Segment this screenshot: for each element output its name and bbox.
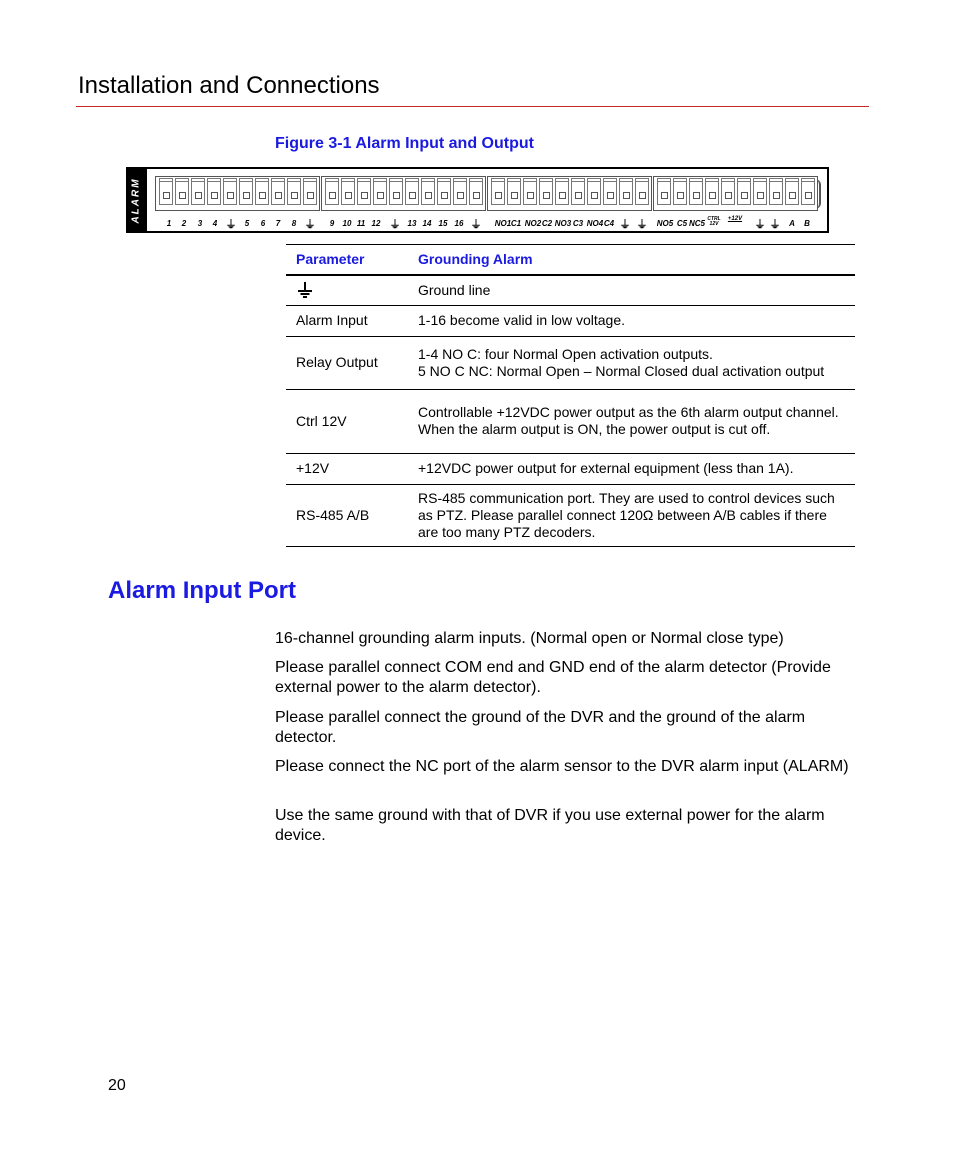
screw-hole [773,192,780,199]
body-paragraph: Please parallel connect COM end and GND end of the alarm detector (Provide external power to the alarm detector). [275,659,831,696]
pin-label: 4 [212,219,218,228]
pin-label: 9 [329,219,335,228]
terminal-block [155,176,320,211]
terminal-pin [239,181,253,205]
terminal-pin [555,181,569,205]
terminal-pin [421,181,435,205]
ground-icon: ⏚ [389,219,401,231]
pin-label: 1 [166,219,172,228]
terminal-pin [373,181,387,205]
pin-label: C2 [541,219,553,228]
terminal-pin [539,181,553,205]
desc-line: 5 NO C NC: Normal Open – Normal Closed dual activation output [418,362,825,379]
screw-hole [559,192,566,199]
table-row [286,336,855,389]
terminal-pin [721,181,735,205]
terminal-pin [469,181,483,205]
terminal-pin [437,181,451,205]
body-paragraph: Please connect the NC port of the alarm sensor to the DVR alarm input (ALARM) [275,758,849,775]
ground-icon: ⏚ [636,219,648,231]
terminal-pin [207,181,221,205]
terminal-pin [587,181,601,205]
screw-hole [457,192,464,199]
pin-label: NO4 [586,219,604,228]
terminal-pin [673,181,687,205]
param-cell [286,275,408,305]
terminal-pin [785,181,799,205]
pin-label: NO1 [494,219,512,228]
section-title: Alarm Input Port [108,577,297,604]
desc-cell: Ground line [408,275,855,305]
param-cell: Alarm Input [286,305,408,336]
pin-label: 16 [454,219,464,228]
terminal-pin [507,181,521,205]
body-paragraph: Use the same ground with that of DVR if you use external power for the alarm device. [275,807,825,844]
header-rule [76,106,869,107]
screw-hole [195,192,202,199]
terminal-pin [191,181,205,205]
screw-hole [693,192,700,199]
terminal-pin [341,181,355,205]
terminal-pin [453,181,467,205]
pin-label: CTRL 12V [707,216,721,227]
terminal-pin [357,181,371,205]
param-cell: +12V [286,453,408,484]
pin-label: C5 [676,219,688,228]
pin-label: 8 [291,219,297,228]
screw-hole [789,192,796,199]
screw-hole [377,192,384,199]
pin-label: +12V [727,216,743,222]
screw-hole [677,192,684,199]
terminal-pin [159,181,173,205]
screw-hole [179,192,186,199]
pin-label: B [804,219,810,228]
body-paragraph: Please parallel connect the ground of the DVR and the ground of the alarm detector. [275,709,806,746]
pin-label: 7 [275,219,281,228]
screw-hole [441,192,448,199]
terminal-pin [523,181,537,205]
pin-label: 2 [181,219,187,228]
ground-icon: ⏚ [769,219,781,231]
screw-hole [307,192,314,199]
screw-hole [511,192,518,199]
terminal-pin [619,181,633,205]
terminal-pin [287,181,301,205]
screw-hole [495,192,502,199]
terminal-pin [635,181,649,205]
terminal-pin [801,181,815,205]
screw-hole [275,192,282,199]
screw-hole [361,192,368,199]
screw-hole [329,192,336,199]
table-row [286,484,855,546]
page-header-title: Installation and Connections [78,72,380,99]
alarm-terminal-panel [126,167,829,233]
table-row [286,389,855,453]
ground-icon: ⏚ [619,219,631,231]
param-cell: RS-485 A/B [286,484,408,546]
body-paragraph: 16-channel grounding alarm inputs. (Normal open or Normal close type) [275,630,784,647]
param-cell: Relay Output [286,336,408,389]
terminal-pin [303,181,317,205]
screw-hole [291,192,298,199]
terminal-pin [657,181,671,205]
terminal-pin [325,181,339,205]
figure-caption: Figure 3-1 Alarm Input and Output [275,135,534,152]
screw-hole [709,192,716,199]
terminal-pin [603,181,617,205]
page-number: 20 [108,1077,126,1094]
ground-icon: ⏚ [225,219,237,231]
screw-hole [639,192,646,199]
pin-label: 10 [342,219,352,228]
pin-label: C4 [603,219,615,228]
screw-hole [345,192,352,199]
desc-cell: +12VDC power output for external equipment (less than 1A). [408,453,855,484]
table-row [286,305,855,336]
screw-hole [473,192,480,199]
screw-hole [591,192,598,199]
pin-label: 11 [356,219,366,228]
param-cell: Ctrl 12V [286,389,408,453]
screw-hole [527,192,534,199]
screw-hole [543,192,550,199]
table-header-row [286,245,855,276]
terminal-pin [405,181,419,205]
pin-label: C3 [572,219,584,228]
ground-icon: ⏚ [754,219,766,231]
header-parameter: Parameter [286,245,408,276]
terminal-block [321,176,486,211]
pin-label: 6 [260,219,266,228]
ground-icon [296,281,314,299]
screw-hole [575,192,582,199]
panel-face [147,169,827,231]
ground-icon: ⏚ [470,219,482,231]
desc-cell [408,336,855,389]
pin-label: NO3 [554,219,572,228]
pin-label: NC5 [688,219,706,228]
desc-cell: 1-16 become valid in low voltage. [408,305,855,336]
panel-side-label: ALARM [130,176,142,224]
terminal-pin [689,181,703,205]
desc-line: 1-4 NO C: four Normal Open activation outputs. [418,345,713,362]
screw-hole [741,192,748,199]
screw-hole [243,192,250,199]
pin-label: NO2 [524,219,542,228]
screw-hole [393,192,400,199]
terminal-block [653,176,818,211]
screw-hole [623,192,630,199]
pin-label: 14 [422,219,432,228]
screw-hole [425,192,432,199]
header-grounding-alarm: Grounding Alarm [408,245,855,276]
screw-hole [725,192,732,199]
pin-label: C1 [510,219,522,228]
terminal-pin [753,181,767,205]
pin-label: 3 [197,219,203,228]
terminal-pin [223,181,237,205]
terminal-pin [705,181,719,205]
screw-hole [409,192,416,199]
terminal-pin [175,181,189,205]
terminal-block [487,176,652,211]
pin-label: 12 [371,219,381,228]
screw-hole [607,192,614,199]
pin-label: 15 [438,219,448,228]
screw-hole [757,192,764,199]
screw-hole [227,192,234,199]
terminal-pin [271,181,285,205]
table-row [286,453,855,484]
screw-hole [163,192,170,199]
screw-hole [211,192,218,199]
terminal-pin [737,181,751,205]
ground-icon: ⏚ [304,219,316,231]
terminal-pin [255,181,269,205]
terminal-pin [571,181,585,205]
terminal-pin [769,181,783,205]
table-row [286,275,855,305]
parameter-table [286,244,855,547]
screw-hole [805,192,812,199]
pin-label: 5 [244,219,250,228]
terminal-pin [389,181,403,205]
screw-hole [259,192,266,199]
screw-hole [661,192,668,199]
desc-cell: RS-485 communication port. They are used to control devices such as PTZ. Please parallel connect 120Ω between A/B cables if there are too many PTZ decoders. [408,484,855,546]
pin-label: 13 [407,219,417,228]
pin-label: A [789,219,795,228]
terminal-pin [491,181,505,205]
desc-cell: Controllable +12VDC power output as the 6th alarm output channel. When the alarm output is ON, the power output is cut off. [408,389,855,453]
pin-label: NO5 [656,219,674,228]
